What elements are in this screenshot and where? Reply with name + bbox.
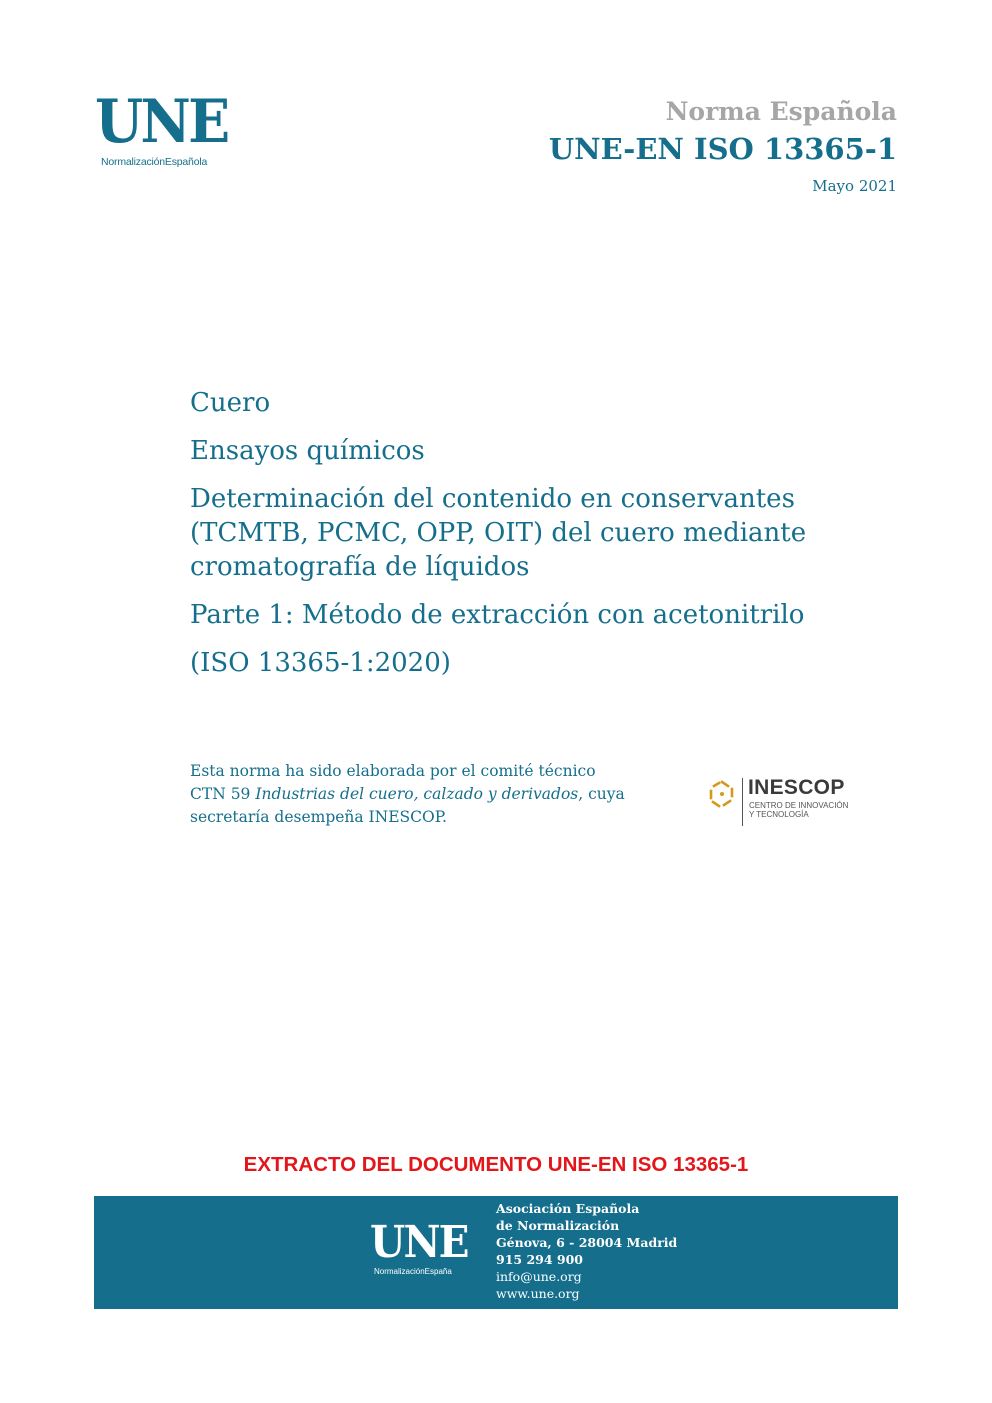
committee-line-2 (190, 783, 680, 806)
inescop-name: INESCOP (748, 776, 845, 799)
norma-date: Mayo 2021 (812, 177, 897, 195)
title-iso-reference: (ISO 13365-1:2020) (190, 648, 451, 678)
footer-email[interactable]: info@une.org (496, 1269, 582, 1284)
norma-code: UNE-EN ISO 13365-1 (548, 132, 897, 166)
inescop-divider (742, 778, 743, 826)
inescop-logo (708, 776, 888, 830)
footer-block (94, 1196, 898, 1309)
une-logo-letters: UNE (95, 87, 228, 157)
inescop-tagline (749, 801, 848, 819)
footer-logo-letters: UNE (370, 1217, 468, 1268)
norma-label: Norma Española (665, 97, 897, 126)
footer-address: Génova, 6 - 28004 Madrid (496, 1235, 678, 1250)
title-subject: Cuero (190, 388, 271, 418)
footer-org-line-1: Asociación Española (496, 1201, 640, 1216)
footer-phone: 915 294 900 (496, 1252, 583, 1267)
committee-line-3: secretaría desempeña INESCOP. (190, 808, 447, 826)
une-logo-subtitle: NormalizaciónEspañola (101, 156, 208, 168)
committee-line-1: Esta norma ha sido elaborada por el comité técnico (190, 762, 596, 780)
footer-org-line-2: de Normalización (496, 1218, 620, 1233)
title-part: Parte 1: Método de extracción con acetonitrilo (190, 600, 805, 630)
committee-name: Industrias del cuero, calzado y derivados (255, 785, 579, 803)
committee-after-name: , cuya (578, 785, 625, 803)
title-category: Ensayos químicos (190, 436, 425, 466)
committee-ctn: CTN 59 (190, 785, 256, 803)
une-logo (95, 87, 240, 174)
extract-banner: EXTRACTO DEL DOCUMENTO UNE-EN ISO 13365-1 (243, 1153, 749, 1176)
inescop-mark-icon (708, 780, 736, 808)
committee-statement (190, 760, 680, 829)
footer-contact (496, 1200, 677, 1302)
inescop-tagline-1: CENTRO DE INNOVACIÓN (749, 801, 849, 810)
title-main: Determinación del contenido en conservantes (TCMTB, PCMC, OPP, OIT) del cuero mediante cromatografía de líquidos (190, 484, 807, 582)
inescop-tagline-2: Y TECNOLOGÍA (749, 810, 809, 819)
footer-logo-subtitle: NormalizaciónEspaña (374, 1267, 452, 1276)
footer-une-logo (370, 1217, 480, 1276)
document-titles (190, 386, 910, 694)
footer-web[interactable]: www.une.org (496, 1286, 580, 1301)
